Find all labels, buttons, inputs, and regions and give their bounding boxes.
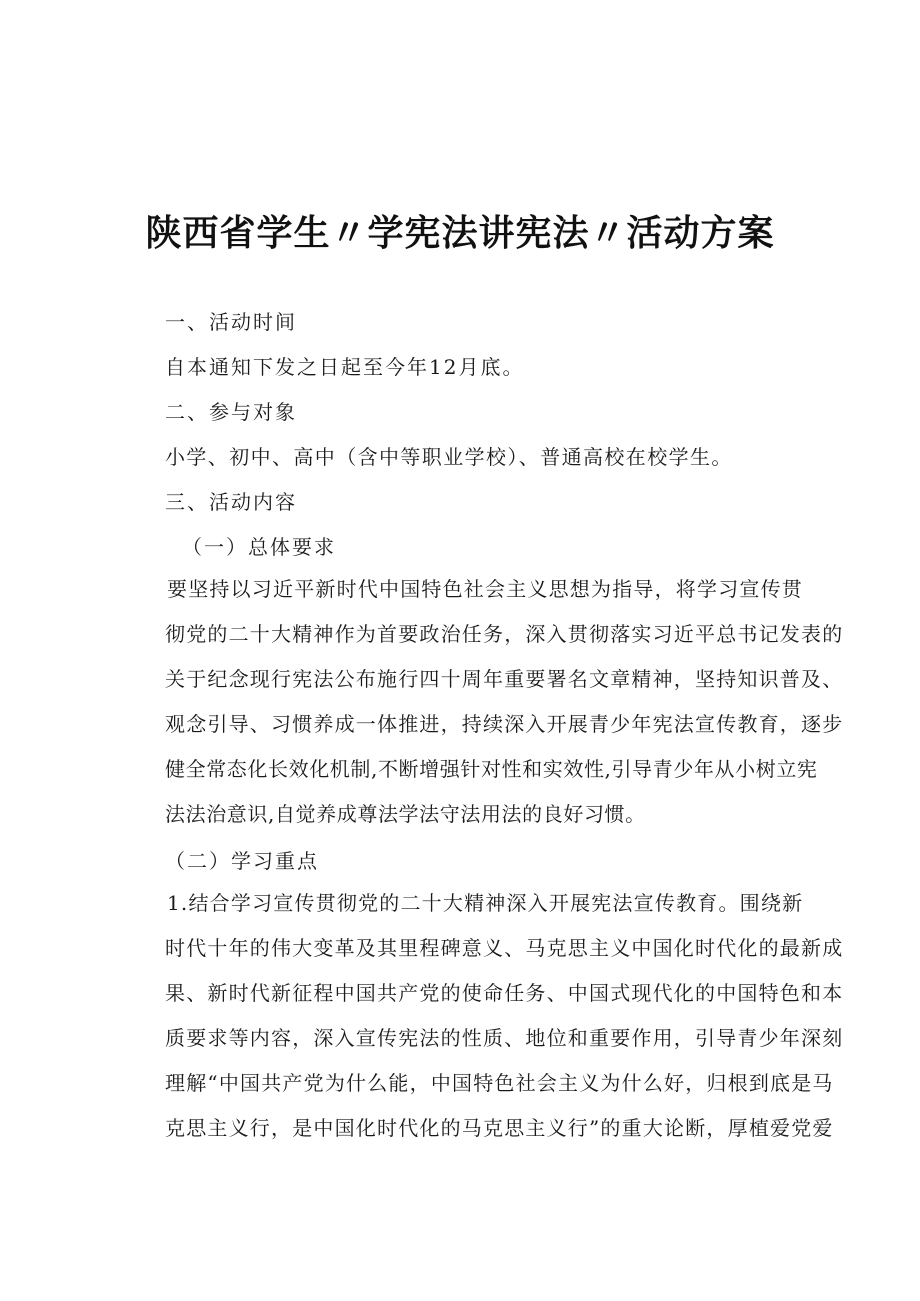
section-heading-participants: 二、参与对象	[165, 400, 297, 424]
paragraph-line: 时代十年的伟大变革及其里程碑意义、马克思主义中国化时代化的最新成	[165, 936, 844, 960]
paragraph-line: 关于纪念现行宪法公布施行四十周年重要署名文章精神，坚持知识普及、	[165, 667, 844, 691]
paragraph-line: 质要求等内容，深入宣传宪法的性质、地位和重要作用，引导青少年深刻	[165, 1026, 844, 1050]
subsection-heading-focus: （二）学习重点	[165, 849, 319, 873]
general-requirements-paragraph	[165, 567, 844, 837]
paragraph-line: 果、新时代新征程中国共产党的使命任务、中国式现代化的中国特色和本	[165, 981, 844, 1005]
learning-focus-paragraph	[165, 881, 844, 1151]
document-title: 陕西省学生〃学宪法讲宪法〃活动方案	[145, 213, 775, 254]
paragraph-line: 观念引导、习惯养成一体推进，持续深入开展青少年宪法宣传教育，逐步	[165, 712, 844, 736]
paragraph-line: 理解“中国共产党为什么能，中国特色社会主义为什么好，归根到底是马	[165, 1071, 834, 1095]
paragraph-line: 1.结合学习宣传贯彻党的二十大精神深入开展宪法宣传教育。围绕新	[167, 891, 804, 915]
paragraph-line: 要坚持以习近平新时代中国特色社会主义思想为指导，将学习宣传贯	[167, 577, 803, 601]
subsection-heading-general: （一）总体要求	[182, 535, 336, 559]
section-text-participants: 小学、初中、高中（含中等职业学校）、普通高校在校学生。	[165, 445, 733, 469]
paragraph-line: 克思主义行，是中国化时代化的马克思主义行”的重大论断，厚植爱党爱	[165, 1116, 834, 1140]
paragraph-line: 法法治意识,自觉养成尊法学法守法用法的良好习惯。	[165, 802, 646, 826]
section-text-time: 自本通知下发之日起至今年12月底。	[165, 355, 525, 379]
section-heading-content: 三、活动内容	[165, 490, 297, 514]
paragraph-line: 健全常态化长效化机制,不断增强针对性和实效性,引导青少年从小树立宪	[165, 757, 818, 781]
paragraph-line: 彻党的二十大精神作为首要政治任务，深入贯彻落实习近平总书记发表的	[165, 622, 844, 646]
section-heading-time: 一、活动时间	[165, 310, 297, 334]
